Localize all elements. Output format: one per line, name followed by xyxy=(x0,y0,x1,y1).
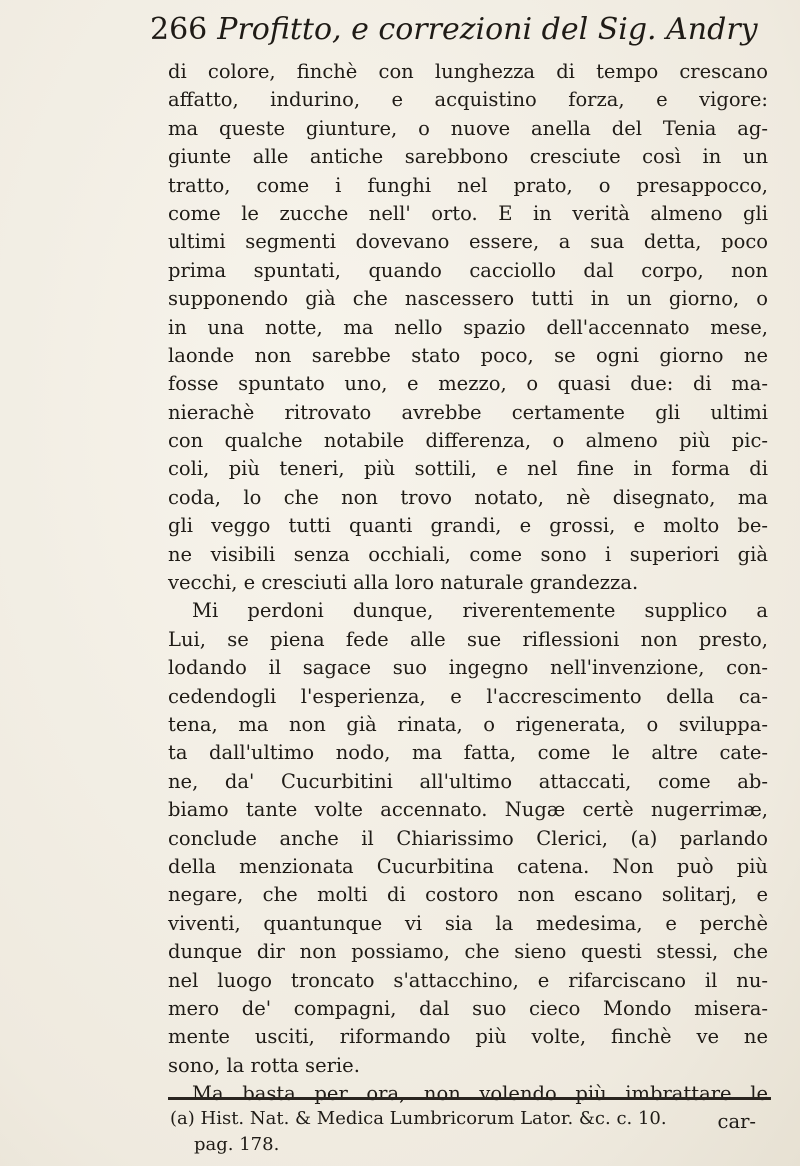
text-line: affatto, indurino, e acquistino forza, e vigore: xyxy=(168,88,768,112)
text-line: viventi, quantunque vi sia la medesima, e perchè xyxy=(168,911,768,935)
text-line: nel luogo troncato s'attacchino, e rifarciscano il nu- xyxy=(168,968,768,992)
text-line: Mi perdoni dunque, riverentemente supplico a xyxy=(192,599,768,623)
text-line: tratto, come i funghi nel prato, o presappocco, xyxy=(168,173,768,197)
text-line: Lui, se piena fede alle sue riflessioni non presto, xyxy=(168,627,768,651)
text-line: mero de' compagni, dal suo cieco Mondo misera- xyxy=(168,996,768,1020)
text-line: prima spuntati, quando cacciollo dal corpo, non xyxy=(168,258,768,282)
text-line: giunte alle antiche sarebbono cresciute così in un xyxy=(168,145,768,169)
text-line: ultimi segmenti dovevano essere, a sua detta, poco xyxy=(168,230,768,254)
text-line: coda, lo che non trovo notato, nè disegnato, ma xyxy=(168,485,768,509)
text-line: ne visibili senza occhiali, come sono i superiori già xyxy=(168,542,768,566)
text-line: tena, ma non già rinata, o rigenerata, o sviluppa- xyxy=(168,712,768,736)
text-line: negare, che molti di costoro non escano solitarj, e xyxy=(168,883,768,907)
text-line: ma queste giunture, o nuove anella del Tenia ag- xyxy=(168,116,768,140)
text-line: sono, la rotta serie. xyxy=(168,1053,360,1077)
text-line: mente usciti, riformando più volte, finchè ve ne xyxy=(168,1025,768,1049)
text-line: della menzionata Cucurbitina catena. Non può più xyxy=(168,854,768,878)
footnote-rule xyxy=(168,1097,771,1100)
text-line: ne, da' Cucurbitini all'ultimo attaccati, come ab- xyxy=(168,769,768,793)
text-line: vecchi, e cresciuti alla loro naturale grandezza. xyxy=(168,571,639,595)
text-line: car- xyxy=(717,1110,756,1134)
text-line: come le zucche nell' orto. E in verità almeno gli xyxy=(168,201,768,225)
text-line: in una notte, ma nello spazio dell'accennato mese, xyxy=(168,315,768,339)
footnote-line: pag. 178. xyxy=(194,1134,280,1155)
text-line: laonde non sarebbe stato poco, se ogni giorno ne xyxy=(168,343,768,367)
text-line: coli, più teneri, più sottili, e nel fine in forma di xyxy=(168,457,768,481)
running-title: Profitto, e correzioni del Sig. Andry xyxy=(217,12,758,47)
text-line: gli veggo tutti quanti grandi, e grossi, e molto be- xyxy=(168,514,768,538)
page-header xyxy=(150,12,758,47)
text-line: con qualche notabile differenza, o almeno più pic- xyxy=(168,429,768,453)
text-line: nierachè ritrovato avrebbe certamente gli ultimi xyxy=(168,400,768,424)
footnote xyxy=(170,1106,770,1158)
text-line: Ma basta per ora, non volendo più imbrattare le xyxy=(192,1082,768,1106)
text-line: ta dall'ultimo nodo, ma fatta, come le altre cate- xyxy=(168,741,768,765)
text-line: fosse spuntato uno, e mezzo, o quasi due: di ma- xyxy=(168,372,768,396)
text-line: lodando il sagace suo ingegno nell'invenzione, con- xyxy=(168,656,768,680)
page-number: 266 xyxy=(150,12,208,47)
footnote-line: (a) Hist. Nat. & Medica Lumbricorum Lator. &c. c. 10. xyxy=(170,1108,667,1129)
text-line: dunque dir non possiamo, che sieno questi stessi, che xyxy=(168,940,768,964)
text-line: cedendogli l'esperienza, e l'accrescimento della ca- xyxy=(168,684,768,708)
text-line: supponendo già che nascessero tutti in un giorno, o xyxy=(168,287,768,311)
body-text xyxy=(168,58,768,1137)
text-line: biamo tante volte accennato. Nugæ certè nugerrimæ, xyxy=(168,798,768,822)
text-line: di colore, finchè con lunghezza di tempo crescano xyxy=(168,60,768,83)
text-line: conclude anche il Chiarissimo Clerici, (a) parlando xyxy=(168,826,768,850)
